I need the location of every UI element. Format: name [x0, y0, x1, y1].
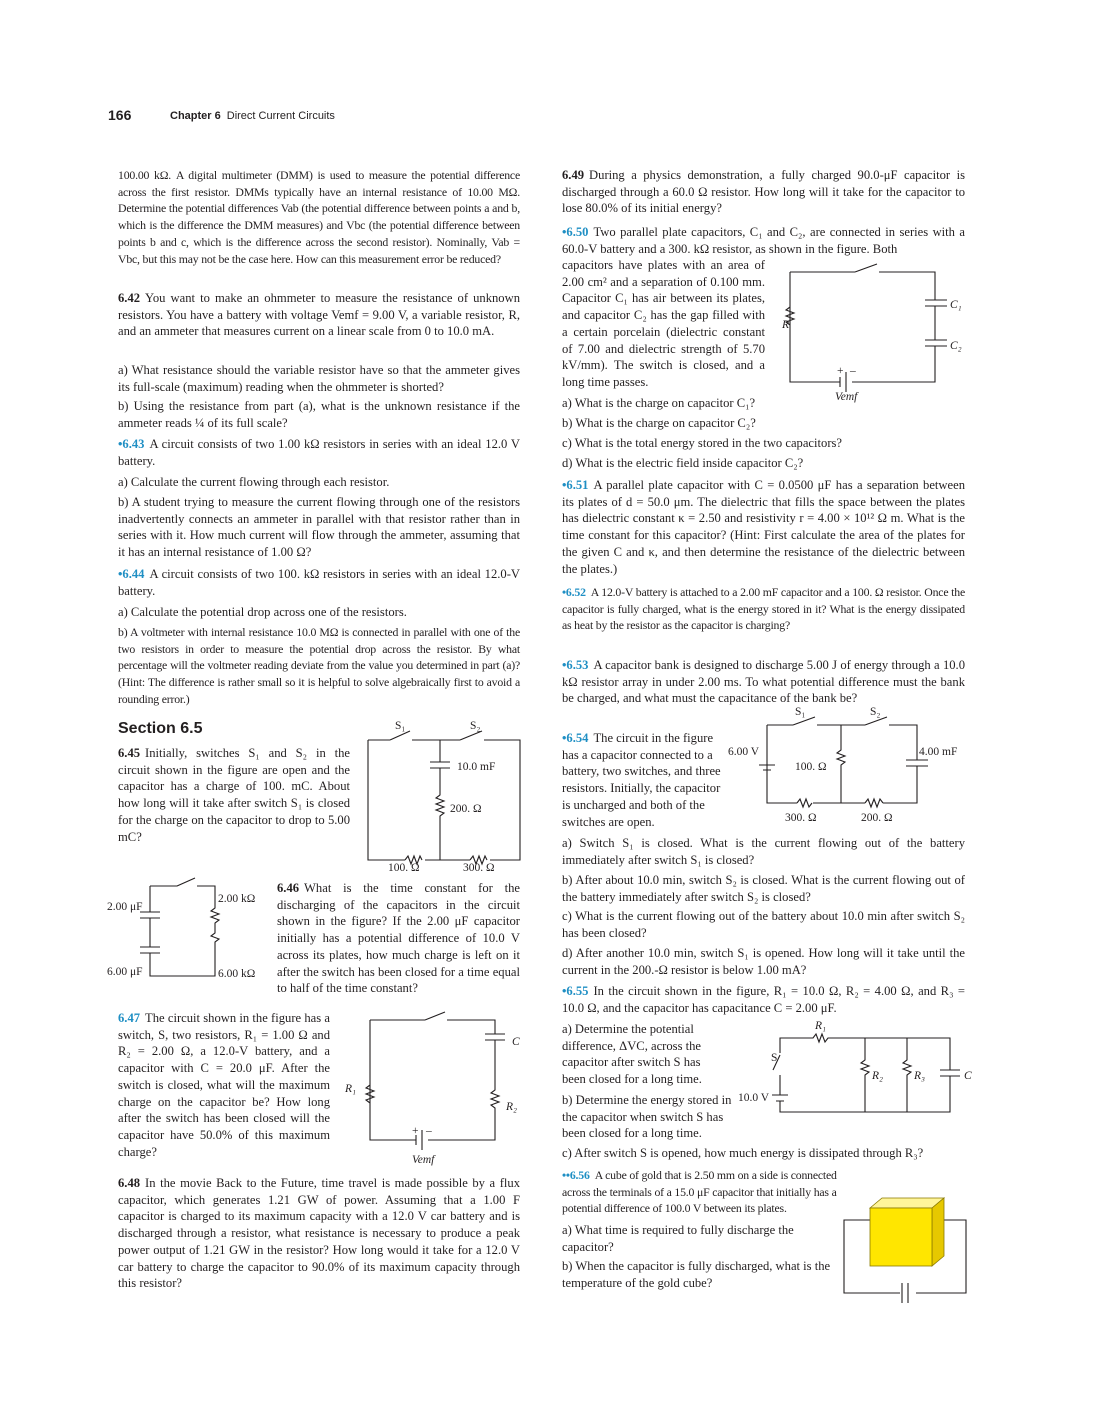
- problem-text: A circuit consists of two 100. kΩ resistors in series with an ideal 12.0-V battery.: [118, 567, 520, 598]
- running-header: [170, 110, 335, 122]
- problem-6-50-a: a) What is the charge on capacitor C₁?: [562, 396, 756, 410]
- gold-cube-figure: [840, 1190, 970, 1305]
- resistor-r2-label: R₂: [872, 1070, 884, 1082]
- problem-number: 6.42: [118, 291, 141, 305]
- battery-label: Vemf: [835, 391, 858, 403]
- circuit-figure-6-54: [725, 705, 970, 830]
- problem-6-47: [118, 1010, 330, 1160]
- problem-number: •6.44: [118, 567, 145, 581]
- problem-number: 6.48: [118, 1176, 141, 1190]
- problem-6-54-d: d) After another 10.0 min, switch S₁ is opened. How long will it take until the current in the 200.-Ω resistor is below 1.00 mA?: [562, 946, 965, 977]
- problem-6-54-b: b) After about 10.0 min, switch S₂ is closed. What is the current flowing out of the battery immediately after switch S₂ is closed?: [562, 873, 965, 904]
- problem-6-55-c: c) After switch S is opened, how much energy is dissipated through R₃?: [562, 1146, 924, 1160]
- problem-6-54-c: c) What is the current flowing out of the battery about 10.0 min after switch S₂ has been closed?: [562, 909, 965, 940]
- problem-text: A capacitor bank is designed to discharge 5.00 J of energy through a 10.0 kΩ resistor array in under 2.00 ms. To what potential difference must the bank be charged, and what must the capacitance of the bank be?: [562, 658, 965, 706]
- problem-6-42: [118, 290, 520, 340]
- problem-6-48: [118, 1175, 520, 1292]
- resistor-6k-label: 6.00 kΩ: [218, 968, 256, 980]
- problem-6-53: [562, 657, 965, 707]
- problem-6-55-b: b) Determine the energy stored in the capacitor when switch S has been closed for a long time.: [562, 1093, 732, 1141]
- problem-number: •6.55: [562, 984, 589, 998]
- problem-6-44-b: b) A voltmeter with internal resistance 10.0 MΩ is connected in parallel with one of the two resistors in order to measure the potential drop across the resistor. By what percentage will the voltmeter reading deviate from the value you determined in part (a)? (Hint: The difference is rather small so it is helpful to solve algebraically first to avoid a rounding error.): [118, 625, 520, 706]
- problem-number: •6.53: [562, 658, 589, 672]
- problem-text: In the movie Back to the Future, time travel is made possible by a flux capacitor, which generates 1.21 GW of power. Assuming that a 1.00 F capacitor is charged to its maximum capacity with a 12.0 V car battery and is discharged through a resistor, what resistance is necessary to produce a peak power output of 1.21 GW in the resistor? How long would it take for a 12.0 V car battery to charge the capacitor to 90.0% of its maximum capacity through this resistor?: [118, 1176, 520, 1291]
- circuit-figure-6-45: [360, 715, 530, 875]
- problem-6-46: [277, 880, 520, 997]
- capacitor-c-label: C: [512, 1036, 520, 1048]
- circuit-figure-6-47: [340, 1010, 530, 1170]
- problem-text: A cube of gold that is 2.50 mm on a side is connected across the terminals of a 15.0 μF capacitor that initially has a potential difference of 100.0 V between its plates.: [562, 1168, 837, 1216]
- problem-6-50-continued: capacitors have plates with an area of 2.00 cm² and a separation of 0.100 mm. Capacitor C₁ has air between its plates, and capacitor C₂ has the gap filled with a certain porcelain (dielectric constant of 7.00 and dielectric strength of 5.70 kV/mm). The switch is closed, and a long time passes.: [562, 258, 765, 389]
- chapter-title: Direct Current Circuits: [226, 110, 335, 122]
- problem-6-50: [562, 224, 965, 257]
- problem-6-52: [562, 584, 965, 634]
- problem-text: A circuit consists of two 1.00 kΩ resistors in series with an ideal 12.0 V battery.: [118, 437, 520, 468]
- battery-minus: –: [426, 1125, 432, 1137]
- chapter-label: Chapter 6: [170, 110, 221, 122]
- problem-number: •6.50: [562, 225, 589, 239]
- problem-6-55: [562, 983, 965, 1016]
- problem-6-43-a: a) Calculate the current flowing through each resistor.: [118, 475, 390, 489]
- problem-6-54: [562, 730, 724, 830]
- problem-text: What is the time constant for the discharging of the capacitors in the circuit shown in the figure? If the 2.00 μF capacitor initially has a potential difference of 10.0 V across its plates, how much charge is left on it after the switch has been closed for a time equal to half of the time constant?: [277, 881, 520, 996]
- switch-s-label: S: [771, 1052, 778, 1064]
- problem-6-50-b: b) What is the charge on capacitor C₂?: [562, 416, 756, 430]
- switch-s1-label: S₁: [395, 720, 406, 732]
- circuit-figure-6-55: [735, 1015, 975, 1125]
- switch-s2-label: S₂: [870, 706, 881, 718]
- problem-text: A parallel plate capacitor with C = 0.0500 μF has a separation between its plates of d = 50.0 μm. The dielectric that fills the space between the plates has dielectric constant κ = 2.50 and resistivity r = 4.00 × 10¹² Ω m. What is the time constant for this capacitor? (Hint: First calculate the area of the plates for the given C and κ, and then determine the resistance of the dielectric between the plates.): [562, 478, 965, 576]
- problem-6-42-b: b) Using the resistance from part (a), what is the unknown resistance if the ammeter reads ¼ of its full scale?: [118, 399, 520, 430]
- battery-plus: +: [412, 1125, 419, 1137]
- problem-number: •6.54: [562, 731, 589, 745]
- resistor-100-label: 100. Ω: [388, 862, 420, 875]
- problem-number: •6.52: [562, 585, 586, 599]
- problem-number: 6.45: [118, 746, 141, 760]
- page-number: 166: [108, 107, 132, 123]
- gold-cube-front: [870, 1208, 932, 1266]
- problem-number: 6.49: [562, 168, 585, 182]
- capacitor-label: 4.00 mF: [919, 746, 958, 758]
- problem-6-42-a: a) What resistance should the variable resistor have so that the ammeter gives its full-scale (maximum) reading when the ohmmeter is shorted?: [118, 363, 520, 394]
- problem-number: •6.51: [562, 478, 589, 492]
- problem-6-56: [562, 1167, 852, 1217]
- capacitor-c2-label: C₂: [950, 340, 962, 352]
- resistor-r2-label: R₂: [506, 1101, 518, 1113]
- capacitor-2uF-label: 2.00 μF: [107, 901, 143, 913]
- problem-text: Two parallel plate capacitors, C₁ and C₂, are connected in series with a 60.0-V battery and a 300. kΩ resistor, as shown in the figure. Both: [562, 225, 965, 256]
- problem-number: 6.46: [277, 881, 300, 895]
- problem-number: •6.43: [118, 437, 145, 451]
- resistor-200-label: 200. Ω: [861, 812, 893, 824]
- problem-number: ••6.56: [562, 1168, 590, 1182]
- problem-text: In the circuit shown in the figure, R₁ = 10.0 Ω, R₂ = 4.00 Ω, and R₃ = 10.0 Ω, and the capacitor has capacitance C = 2.00 μF.: [562, 984, 965, 1015]
- circuit-figure-6-50: [780, 262, 970, 402]
- problem-6-50-d: d) What is the electric field inside capacitor C₂?: [562, 456, 804, 470]
- resistor-r3-label: R₃: [914, 1070, 926, 1082]
- resistor-300-label: 300. Ω: [463, 862, 495, 875]
- problem-text: The circuit shown in the figure has a switch, S, two resistors, R₁ = 1.00 Ω and R₂ = 2.00 Ω, a 12.0-V battery, and a capacitor with C = 20.0 μF. After the switch is closed, what will the maximum charge on the capacitor be? How long after the switch has been closed will the capacitor have 50.0% of this maximum charge?: [118, 1011, 330, 1159]
- problem-6-55-a: a) Determine the potential difference, ΔVC, across the capacitor after switch S has been closed for a long time.: [562, 1022, 702, 1087]
- problem-6-49: [562, 167, 965, 217]
- resistor-200-label: 200. Ω: [450, 803, 482, 815]
- problem-6-50-c: c) What is the total energy stored in the two capacitors?: [562, 436, 843, 450]
- problem-6-43: [118, 436, 520, 469]
- problem-6-43-b: b) A student trying to measure the current flowing through one of the resistors inadvertently connects an ammeter in parallel with that resistor rather than in series with it. How much current will flow through the ammeter, assuming that it has an internal resistance of 1.00 Ω?: [118, 495, 520, 560]
- switch-s2-label: S₂: [470, 720, 481, 732]
- problem-6-51: [562, 477, 965, 577]
- battery-label: Vemf: [412, 1154, 435, 1166]
- circuit-figure-6-46: [105, 878, 275, 983]
- problem-6-45: [118, 745, 350, 845]
- problem-6-54-a: a) Switch S₁ is closed. What is the current flowing out of the battery immediately after switch S₁ is closed?: [562, 836, 965, 867]
- resistor-r1-label: R₁: [815, 1020, 827, 1032]
- resistor-300-label: 300. Ω: [785, 812, 817, 824]
- battery-plus: +: [837, 365, 844, 377]
- problem-text: You want to make an ohmmeter to measure the resistance of unknown resistors. You have a battery with voltage Vemf = 9.00 V, a variable resistor, R, and an ammeter that measures current on a linear scale from 0 to 10.0 mA.: [118, 291, 520, 339]
- problem-6-44-a: a) Calculate the potential drop across one of the resistors.: [118, 605, 407, 619]
- problem-number: 6.47: [118, 1011, 141, 1025]
- battery-label: 6.00 V: [728, 746, 760, 758]
- resistor-r-label: R: [782, 319, 790, 331]
- gold-cube-side: [932, 1198, 944, 1266]
- gold-cube-top: [870, 1198, 944, 1208]
- problem-6-44: [118, 566, 520, 599]
- resistor-100-label: 100. Ω: [795, 761, 827, 773]
- section-heading: Section 6.5: [118, 720, 203, 737]
- problem-text: The circuit in the figure has a capacitor connected to a battery, two switches, and three resistors. Initially, the capacitor is uncharged and both of the switches are open.: [562, 731, 721, 829]
- problem-text: During a physics demonstration, a fully charged 90.0-μF capacitor is discharged through a 60.0 Ω resistor. How long will it take for the capacitor to lose 80.0% of its initial energy?: [562, 168, 965, 216]
- problem-6-41-continued: 100.00 kΩ. A digital multimeter (DMM) is used to measure the potential difference across the first resistor. DMMs typically have an internal resistance of 10.00 MΩ. Determine the potential differences Vab (the potential difference between points a and b, which is the difference the DMM measures) and Vbc (the potential difference between points b and c, which is the difference across the second resistor). Nominally, Vab = Vbc, but this may not be the case here. How can this measurement error be reduced?: [118, 168, 520, 266]
- capacitor-label: 10.0 mF: [457, 761, 496, 773]
- problem-text: Initially, switches S₁ and S₂ in the circuit shown in the figure are open and the capacitor has a charge of 100. mC. About how long will it take after switch S₁ is closed for the charge on the capacitor to drop to 5.00 mC?: [118, 746, 350, 844]
- resistor-r1-label: R₁: [345, 1083, 357, 1095]
- resistor-2k-label: 2.00 kΩ: [218, 893, 256, 905]
- problem-6-56-a: a) What time is required to fully discharge the capacitor?: [562, 1223, 794, 1254]
- capacitor-c-label: C: [964, 1070, 972, 1082]
- battery-label: 10.0 V: [738, 1092, 770, 1104]
- problem-text: A 12.0-V battery is attached to a 2.00 mF capacitor and a 100. Ω resistor. Once the capacitor is fully charged, what is the energy stored in it? What is the energy dissipated as heat by the resistor as the capacitor is charging?: [562, 585, 965, 633]
- problem-6-56-b: b) When the capacitor is fully discharged, what is the temperature of the gold cube?: [562, 1259, 831, 1290]
- capacitor-6uF-label: 6.00 μF: [107, 966, 143, 978]
- battery-minus: –: [850, 365, 856, 377]
- switch-s1-label: S₁: [795, 706, 806, 718]
- capacitor-c1-label: C₁: [950, 299, 962, 311]
